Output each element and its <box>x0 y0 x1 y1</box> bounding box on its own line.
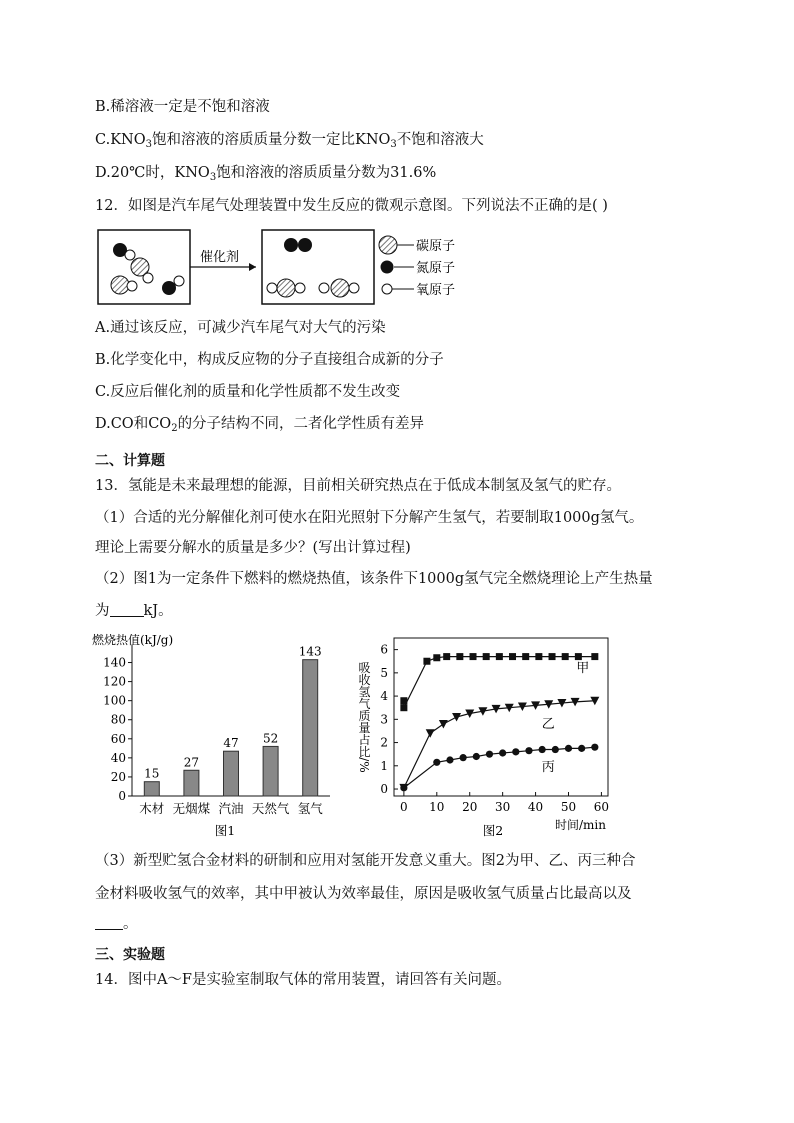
fig2-point-甲 <box>591 653 598 660</box>
q12-option-d: D.CO和$CO_2$的分子结构不同，二者化学性质有差异 <box>95 416 425 434</box>
fig2-point-丙 <box>525 747 532 754</box>
legend-nitrogen: 氮原子 <box>416 261 456 276</box>
fig2-point-丙 <box>433 759 440 766</box>
catalyst-label: 催化剂 <box>200 250 240 265</box>
fig2-point-甲 <box>443 653 450 660</box>
q13-part1: （1）合适的光分解催化剂可使水在阳光照射下分解产生氢气，若要制取1000g氢气。 <box>95 510 644 526</box>
q13-part3-b: 金材料吸收氢气的效率，其中甲被认为效率最佳，原因是吸收氢气质量占比最高以及 <box>95 886 632 902</box>
fig2-point-甲 <box>535 653 542 660</box>
fig1-category-label: 氢气 <box>297 801 323 816</box>
fig1-ytick-label: 120 <box>103 674 126 689</box>
fig1-category-label: 无烟煤 <box>172 801 211 816</box>
reaction-diagram <box>92 224 492 310</box>
fig2-point-丙 <box>591 744 598 751</box>
answer-blank-heat[interactable] <box>110 602 144 617</box>
fig2-point-甲 <box>433 654 440 661</box>
fig1-category-label: 天然气 <box>251 801 290 816</box>
fig1-ytick-label: 0 <box>118 789 126 803</box>
fig1-bar-2 <box>184 770 199 796</box>
fig2-title: 图2 <box>482 823 504 838</box>
fig2-ytick-label: 0 <box>380 782 388 797</box>
fig1-ytick-label: 40 <box>110 750 126 765</box>
fig2-ytick-label: 2 <box>380 735 388 750</box>
fig1-ytick-label: 100 <box>103 693 126 708</box>
fig2-ytick-label: 1 <box>380 758 388 773</box>
fig1-bar-value: 15 <box>144 766 160 781</box>
fig2-xtick-label: 10 <box>429 800 445 814</box>
fig2-xlabel: 时间/min <box>555 818 606 832</box>
fig1-category-label: 木材 <box>139 801 165 816</box>
q13-part2-b: 为 kJ。 <box>95 603 173 619</box>
fig2-point-乙 <box>452 713 461 722</box>
fig2-point-甲 <box>400 697 407 704</box>
q11-option-c: $C.KNO_3$饱和溶液的溶质质量分数一定比$KNO_3$不饱和溶液大 <box>95 132 484 150</box>
fig1-bar-3 <box>224 751 239 796</box>
fig2-xtick-label: 50 <box>560 800 577 814</box>
fig1-bar-value: 47 <box>223 736 239 751</box>
q13-part2: （2）图1为一定条件下燃料的燃烧热值，该条件下1000g氢气完全燃烧理论上产生热量 <box>95 571 653 587</box>
fig2-point-丙 <box>578 745 585 752</box>
fig1-ytick-label: 140 <box>103 655 126 670</box>
fig2-point-甲 <box>549 653 556 660</box>
fig2-ytick-label: 5 <box>380 665 388 680</box>
fig2-point-丙 <box>539 746 546 753</box>
fig2-xtick-label: 20 <box>462 800 478 814</box>
fig1-ytick-label: 60 <box>110 731 126 746</box>
legend-oxygen: 氧原子 <box>416 283 456 298</box>
fig1-bar-4 <box>263 746 278 796</box>
fig1-bar-5 <box>303 660 318 796</box>
fig2-point-甲 <box>400 704 407 711</box>
fig1-ytick-label: 80 <box>110 712 126 727</box>
fig2-point-甲 <box>522 653 529 660</box>
fig1-bar-value: 52 <box>262 731 279 746</box>
fig2-point-甲 <box>483 653 490 660</box>
fig2-point-丙 <box>486 751 493 758</box>
fig2-point-丙 <box>400 784 407 791</box>
fig2-point-甲 <box>575 653 582 660</box>
fig1-bar-chart <box>90 628 340 846</box>
q12-stem: 12．如图是汽车尾气处理装置中发生反应的微观示意图。下列说法不正确的是( ) <box>95 198 608 214</box>
fig2-point-丙 <box>473 753 480 760</box>
fig2-point-丙 <box>512 748 519 755</box>
fig2-series-line-乙 <box>404 701 595 788</box>
fig2-point-甲 <box>496 653 503 660</box>
fig2-point-丙 <box>552 746 559 753</box>
atom-legend <box>379 236 455 298</box>
fig1-ylabel: 燃烧热值(kJ/g) <box>92 633 174 647</box>
fig2-line-chart <box>348 628 628 846</box>
q13-part1-b: 理论上需要分解水的质量是多少？(写出计算过程) <box>95 540 411 556</box>
fig2-ytick-label: 4 <box>380 689 388 704</box>
answer-blank-reason[interactable] <box>95 915 123 930</box>
q13-part3-c: 。 <box>95 914 138 934</box>
fig1-bar-1 <box>144 782 159 796</box>
fig2-xtick-label: 60 <box>593 800 610 814</box>
legend-carbon: 碳原子 <box>416 239 456 254</box>
fig2-series-label: 乙 <box>541 716 555 732</box>
fig2-series-line-甲 <box>404 657 595 708</box>
fig1-category-label: 汽油 <box>218 801 244 816</box>
fig1-title: 图1 <box>214 823 236 838</box>
fig2-point-甲 <box>423 658 430 665</box>
fig2-xtick-label: 30 <box>495 800 511 814</box>
q11-option-d: D.20℃时，$KNO_3$饱和溶液的溶质质量分数为31.6% <box>95 165 437 183</box>
fig1-bar-value: 143 <box>298 644 322 659</box>
fig1-ytick-label: 20 <box>110 769 126 784</box>
fig2-point-丙 <box>460 754 467 761</box>
q12-option-b: B.化学变化中，构成反应物的分子直接组合成新的分子 <box>95 352 444 368</box>
fig2-point-丙 <box>446 756 453 763</box>
fig2-point-乙 <box>426 729 435 738</box>
fig2-point-丙 <box>499 749 506 756</box>
q11-option-b: B.稀溶液一定是不饱和溶液 <box>95 99 270 115</box>
fig2-point-甲 <box>470 653 477 660</box>
fig1-bar-value: 27 <box>183 755 200 770</box>
fig2-point-甲 <box>509 653 516 660</box>
fig2-xtick-label: 40 <box>527 800 544 814</box>
section-calculation-heading: 二、计算题 <box>95 453 165 469</box>
fig2-ytick-label: 3 <box>380 712 388 727</box>
fig2-point-乙 <box>439 720 448 729</box>
fig2-ytick-label: 6 <box>380 642 388 657</box>
fig2-point-甲 <box>562 653 569 660</box>
fig2-series-label: 丙 <box>541 759 555 775</box>
fig2-point-甲 <box>456 653 463 660</box>
q12-option-c: C.反应后催化剂的质量和化学性质都不发生改变 <box>95 384 401 400</box>
fig2-ylabel: 吸收氢气质量占比/% <box>357 661 371 773</box>
q13-part3: （3）新型贮氢合金材料的研制和应用对氢能开发意义重大。图2为甲、乙、丙三种合 <box>95 853 636 869</box>
q14-stem: 14．图中A～F是实验室制取气体的常用装置，请回答有关问题。 <box>95 972 511 988</box>
fig2-series-label: 甲 <box>576 661 590 677</box>
fig2-point-丙 <box>565 745 572 752</box>
q13-stem: 13．氢能是未来最理想的能源，目前相关研究热点在于低成本制氢及氢气的贮存。 <box>95 478 621 494</box>
section-experiment-heading: 三、实验题 <box>95 947 165 963</box>
q12-option-a: A.通过该反应，可减少汽车尾气对大气的污染 <box>95 320 386 336</box>
fig2-xtick-label: 0 <box>400 800 408 814</box>
